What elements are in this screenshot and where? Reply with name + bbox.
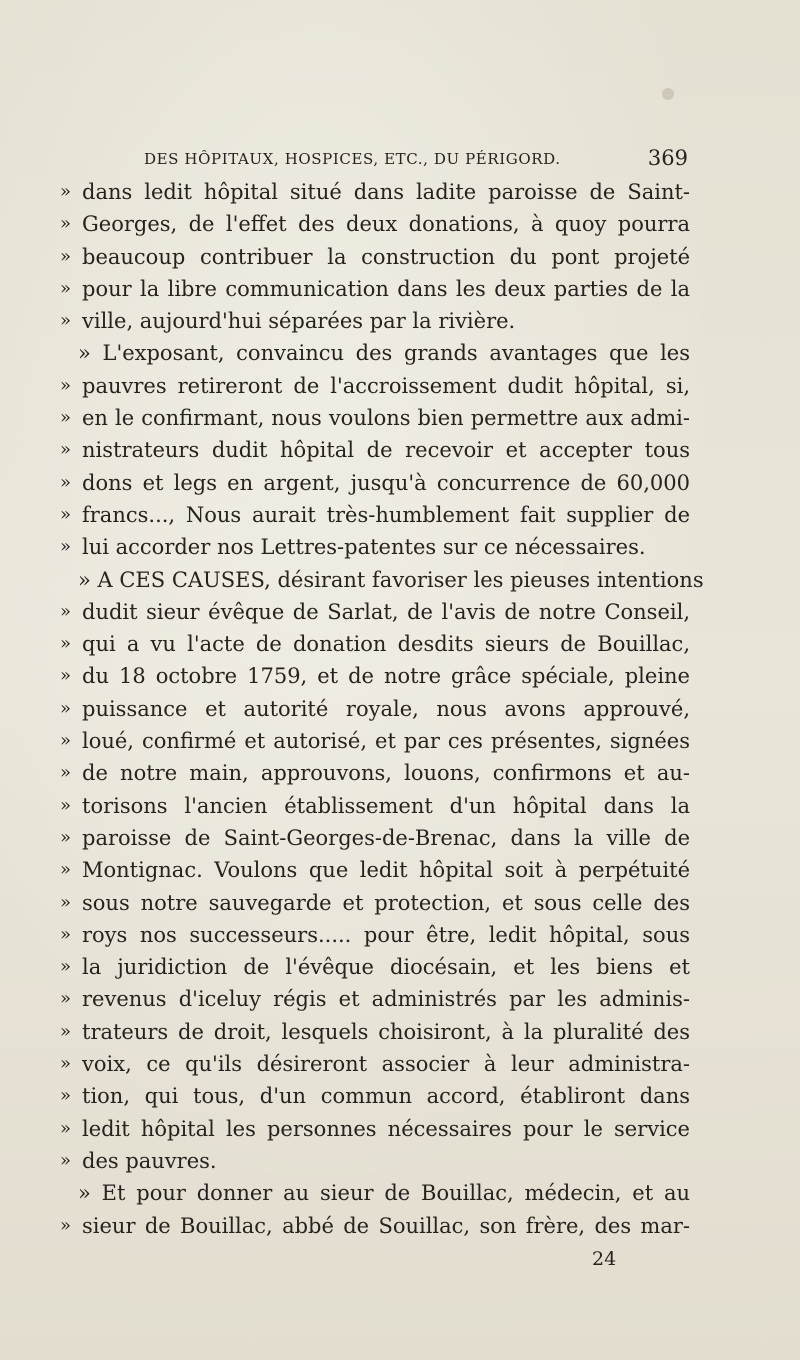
quote-mark: » bbox=[60, 859, 72, 881]
running-title: DES HÔPITAUX, HOSPICES, ETC., DU PÉRIGORD. bbox=[144, 150, 561, 168]
line-text: » A CES CAUSES, désirant favoriser les pieuses intentions bbox=[78, 567, 704, 592]
quote-mark: » bbox=[60, 1117, 72, 1139]
line-text: pauvres retireront de l'accroissement dudit hôpital, si, bbox=[82, 373, 690, 398]
body-text bbox=[60, 176, 704, 1242]
text-line bbox=[60, 660, 690, 692]
text-line bbox=[60, 531, 690, 563]
line-text: trateurs de droit, lesquels choisiront, à la pluralité des bbox=[82, 1019, 690, 1044]
text-line bbox=[60, 1145, 690, 1177]
quote-mark: » bbox=[60, 1149, 72, 1171]
quote-mark: » bbox=[60, 891, 72, 913]
text-line bbox=[60, 693, 690, 725]
quote-mark: » bbox=[60, 245, 72, 267]
quote-mark: » bbox=[60, 826, 72, 848]
line-text: sous notre sauvegarde et protection, et sous celle des bbox=[82, 890, 690, 915]
text-line bbox=[60, 790, 690, 822]
line-text: » Et pour donner au sieur de Bouillac, médecin, et au bbox=[78, 1181, 690, 1206]
signature-mark: 24 bbox=[592, 1248, 617, 1270]
text-line bbox=[60, 919, 690, 951]
line-text: dudit sieur évêque de Sarlat, de l'avis de notre Conseil, bbox=[82, 599, 690, 624]
line-text: tion, qui tous, d'un commun accord, établiront dans bbox=[82, 1084, 690, 1109]
text-line bbox=[60, 305, 690, 337]
line-text: dons et legs en argent, jusqu'à concurrence de 60,000 bbox=[82, 470, 690, 495]
line-text: du 18 octobre 1759, et de notre grâce spéciale, pleine bbox=[82, 664, 690, 689]
text-line bbox=[60, 628, 690, 660]
line-text: ville, aujourd'hui séparées par la rivière. bbox=[82, 309, 516, 334]
quote-mark: » bbox=[60, 503, 72, 525]
quote-mark: » bbox=[60, 374, 72, 396]
text-line bbox=[60, 241, 690, 273]
text-line bbox=[60, 1210, 690, 1242]
text-line bbox=[60, 725, 690, 757]
line-text: francs..., Nous aurait très-humblement fait supplier de bbox=[82, 502, 690, 527]
text-line bbox=[60, 337, 690, 369]
quote-mark: » bbox=[60, 762, 72, 784]
line-text: en le confirmant, nous voulons bien permettre aux admi- bbox=[82, 406, 690, 431]
line-text: voix, ce qu'ils désireront associer à leur administra- bbox=[82, 1052, 690, 1077]
text-line bbox=[60, 887, 690, 919]
quote-mark: » bbox=[60, 471, 72, 493]
quote-mark: » bbox=[60, 536, 72, 558]
text-line bbox=[60, 822, 690, 854]
text-line bbox=[60, 1016, 690, 1048]
quote-mark: » bbox=[60, 988, 72, 1010]
text-line bbox=[60, 596, 690, 628]
line-text: des pauvres. bbox=[82, 1148, 217, 1173]
quote-mark: » bbox=[60, 277, 72, 299]
quote-mark: » bbox=[60, 213, 72, 235]
text-line bbox=[60, 1113, 690, 1145]
line-text: beaucoup contribuer la construction du pont projeté bbox=[82, 244, 690, 269]
quote-mark: » bbox=[60, 697, 72, 719]
line-text: Georges, de l'effet des deux donations, à quoy pourra bbox=[82, 212, 690, 237]
line-text: dans ledit hôpital situé dans ladite paroisse de Saint- bbox=[82, 180, 690, 204]
line-text: lui accorder nos Lettres-patentes sur ce nécessaires. bbox=[82, 535, 646, 560]
line-text: revenus d'iceluy régis et administrés par les adminis- bbox=[82, 987, 690, 1012]
text-line bbox=[60, 208, 690, 240]
quote-mark: » bbox=[60, 1020, 72, 1042]
text-line bbox=[60, 951, 690, 983]
text-line bbox=[60, 1048, 690, 1080]
text-line bbox=[60, 983, 690, 1015]
page-number: 369 bbox=[647, 146, 688, 170]
line-text: nistrateurs dudit hôpital de recevoir et accepter tous bbox=[82, 438, 690, 463]
page-header bbox=[144, 146, 688, 174]
text-line bbox=[60, 1080, 690, 1112]
text-line bbox=[60, 499, 690, 531]
text-line bbox=[60, 176, 690, 208]
text-line bbox=[60, 564, 704, 596]
text-line bbox=[60, 467, 690, 499]
ink-speck bbox=[662, 88, 674, 100]
line-text: de notre main, approuvons, louons, confirmons et au- bbox=[82, 761, 690, 786]
line-text: » L'exposant, convaincu des grands avantages que les bbox=[78, 341, 690, 366]
line-text: sieur de Bouillac, abbé de Souillac, son frère, des mar- bbox=[82, 1213, 690, 1238]
text-line bbox=[60, 370, 690, 402]
line-text: paroisse de Saint-Georges-de-Brenac, dans la ville de bbox=[82, 825, 690, 850]
quote-mark: » bbox=[60, 633, 72, 655]
text-line bbox=[60, 402, 690, 434]
line-text: la juridiction de l'évêque diocésain, et les biens et bbox=[82, 955, 690, 980]
text-line bbox=[60, 273, 690, 305]
quote-mark: » bbox=[60, 730, 72, 752]
quote-mark: » bbox=[60, 794, 72, 816]
quote-mark: » bbox=[60, 665, 72, 687]
line-text: ledit hôpital les personnes nécessaires pour le service bbox=[82, 1116, 690, 1141]
text-line bbox=[60, 757, 690, 789]
line-text: roys nos successeurs..... pour être, ledit hôpital, sous bbox=[82, 922, 690, 947]
quote-mark: » bbox=[60, 956, 72, 978]
quote-mark: » bbox=[60, 181, 72, 202]
quote-mark: » bbox=[60, 1053, 72, 1075]
line-text: puissance et autorité royale, nous avons approuvé, bbox=[82, 696, 690, 721]
quote-mark: » bbox=[60, 600, 72, 622]
quote-mark: » bbox=[60, 439, 72, 461]
quote-mark: » bbox=[60, 1214, 72, 1236]
text-line bbox=[60, 1177, 690, 1209]
line-text: pour la libre communication dans les deux parties de la bbox=[82, 276, 690, 301]
quote-mark: » bbox=[60, 923, 72, 945]
quote-mark: » bbox=[60, 310, 72, 332]
line-text: Montignac. Voulons que ledit hôpital soit à perpétuité bbox=[82, 858, 690, 883]
line-text: qui a vu l'acte de donation desdits sieurs de Bouillac, bbox=[82, 632, 690, 657]
text-line bbox=[60, 434, 690, 466]
quote-mark: » bbox=[60, 407, 72, 429]
line-text: torisons l'ancien établissement d'un hôpital dans la bbox=[82, 793, 690, 818]
text-line bbox=[60, 854, 690, 886]
line-text: loué, confirmé et autorisé, et par ces présentes, signées bbox=[82, 729, 690, 754]
quote-mark: » bbox=[60, 1085, 72, 1107]
